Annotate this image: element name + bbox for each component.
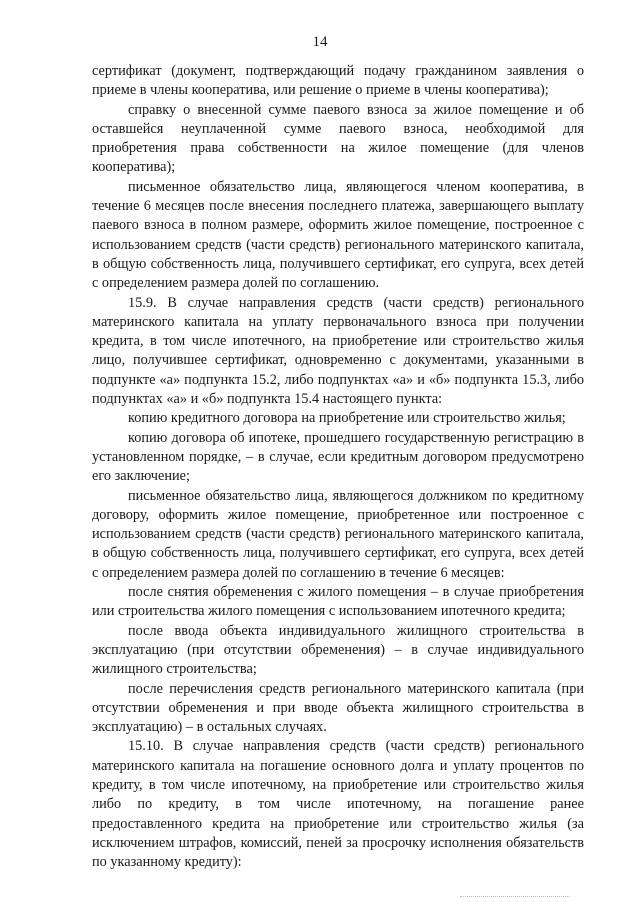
paragraph: копию договора об ипотеке, прошедшего государственную регистрацию в установленном порядке, – в случае, если кредитным договором предусмотрено его заключение; [92, 429, 584, 485]
paragraph: после перечисления средств регионального материнского капитала (при отсутствии обременения и при вводе объекта жилищного строительства в эксплуатацию) – в остальных случаях. [92, 680, 584, 736]
paragraph: справку о внесенной сумме паевого взноса за жилое помещение и об оставшейся неуплаченной сумме паевого взноса, необходимой для приобретения права собственности на жилое помещение (для членов кооператива); [92, 101, 584, 176]
paragraph: сертификат (документ, подтверждающий подачу гражданином заявления о приеме в члены кооператива, или решение о приеме в члены кооператива); [92, 63, 584, 99]
document-body [92, 62, 584, 872]
paragraph: после снятия обременения с жилого помещения – в случае приобретения или строительства жилого помещения с использованием ипотечного кредита; [92, 584, 584, 620]
page-number: 14 [312, 34, 328, 50]
paragraph: копию кредитного договора на приобретение или строительство жилья; [128, 410, 566, 427]
scan-artifact [460, 892, 570, 897]
paragraph: письменное обязательство лица, являющегося членом кооператива, в течение 6 месяцев после внесения последнего платежа, завершающего выплату паевого взноса в полном размере, оформить жилое помещение, построенное с использованием средств (части средств) регионального материнского капитала, в общую собственность лица, получившего сертификат, его супруга, всех детей с определением размера долей по соглашению. [92, 178, 584, 292]
paragraph-15-10: 15.10. В случае направления средств (части средств) регионального материнского капитала на погашение основного долга и уплату процентов по кредиту, в том числе ипотечному, на приобретение или строительство жилья либо по кредиту, в том числе ипотечному, на погашение ранее предоставленного кредита на приобретение или строительство жилья (за исключением штрафов, комиссий, пеней за просрочку исполнения обязательств по указанному кредиту): [92, 738, 584, 871]
paragraph: письменное обязательство лица, являющегося должником по кредитному договору, оформить жилое помещение, приобретенное или построенное с использованием средств (части средств) регионального материнского капитала, в общую собственность лица, получившего сертификат, его супруга, всех детей с определением размера долей по соглашению в течение 6 месяцев: [92, 487, 584, 581]
paragraph: после ввода объекта индивидуального жилищного строительства в эксплуатацию (при отсутствии обременения) – в случае индивидуального жилищного строительства; [92, 622, 584, 678]
paragraph-15-9: 15.9. В случае направления средств (части средств) регионального материнского капитала на уплату первоначального взноса при получении кредита, в том числе ипотечного, на приобретение или строительство жилья лицо, получившее сертификат, одновременно с документами, указанными в подпункте «а» подпункта 15.2, либо подпунктах «а» и «б» подпункта 15.3, либо подпунктах «а» и «б» подпункта 15.4 настоящего пункта: [92, 294, 584, 408]
